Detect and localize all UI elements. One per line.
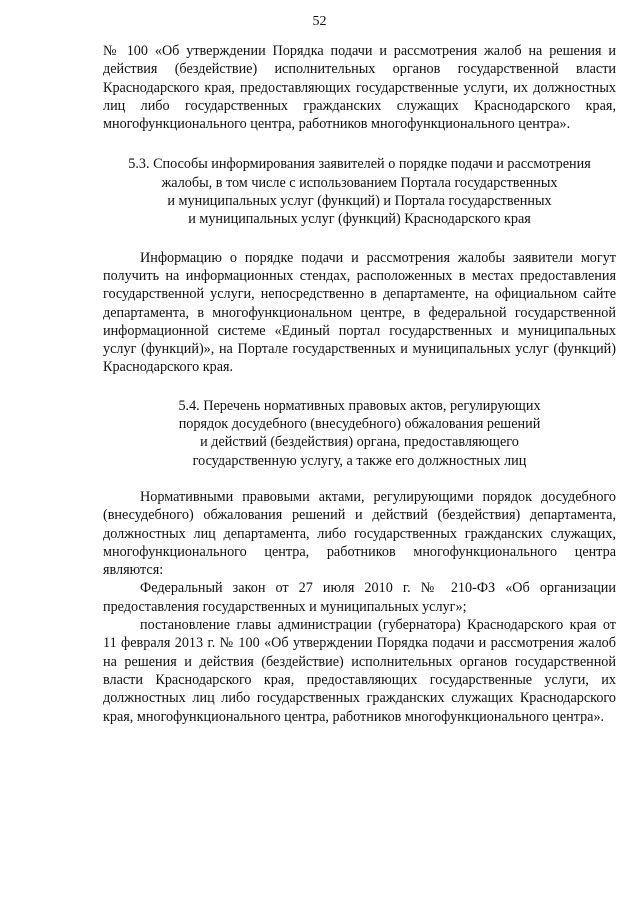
heading-line: 5.4. Перечень нормативных правовых актов, регулирующих (178, 397, 541, 414)
heading-line: и муниципальных услуг (функций) и Портала государственных (167, 193, 552, 210)
section-5-4-paragraph-2: Федеральный закон от 27 июля 2010 г. № 210-ФЗ «Об организации предоставления государственных и муниципальных услуг»; (103, 580, 616, 615)
section-5-3-heading (103, 155, 616, 228)
intro-paragraph: № 100 «Об утверждении Порядка подачи и рассмотрения жалоб на решения и действия (бездействие) исполнительных органов государственной власти Краснодарского края, предоставляющих государственные услуги, их должностных лиц либо государственных гражданских служащих Краснодарского края, многофункционального центра, работников многофункционального центра». (103, 43, 616, 133)
section-5-4-paragraph-3: постановление главы администрации (губернатора) Краснодарского края от 11 февраля 2013 г. № 100 «Об утверждении Порядка подачи и рассмотрения жалоб на решения и действия (бездействие) исполнительных органов государственной власти Краснодарского края, предоставляющих государственные услуги, их должностных лиц либо государственных гражданских служащих Краснодарского края, многофункционального центра, работников многофункционального центра». (103, 617, 616, 725)
heading-line: государственную услугу, а также его должностных лиц (192, 452, 527, 469)
heading-line: и муниципальных услуг (функций) Краснодарского края (188, 211, 531, 228)
document-body (103, 42, 616, 726)
section-5-4-paragraph-1: Нормативными правовыми актами, регулирующими порядок досудебного (внесудебного) обжалования решений и действий (бездействия) департамента, должностных лиц департамента, либо государственных гражданских служащих, многофункционального центра, работников многофункционального центра являются: (103, 488, 616, 579)
section-5-4-heading (103, 397, 616, 470)
heading-line: порядок досудебного (внесудебного) обжалования решений (178, 416, 541, 433)
section-5-3-paragraph: Информацию о порядке подачи и рассмотрения жалобы заявители могут получить на информационных стендах, расположенных в местах предоставления государственной услуги, непосредственно в департаменте, на официальном сайте департамента, в многофункциональном центре, в федеральной государственной информационной системе «Единый портал государственных и муниципальных услуг (функций)», на Портале государственных и муниципальных услуг (функций) Краснодарского края. (103, 249, 616, 376)
heading-line: и действий (бездействия) органа, предоставляющего (200, 434, 519, 451)
heading-line: 5.3. Способы информирования заявителей о порядке подачи и рассмотрения (128, 156, 591, 173)
page-number: 52 (312, 14, 327, 29)
heading-line: жалобы, в том числе с использованием Портала государственных (161, 174, 558, 191)
